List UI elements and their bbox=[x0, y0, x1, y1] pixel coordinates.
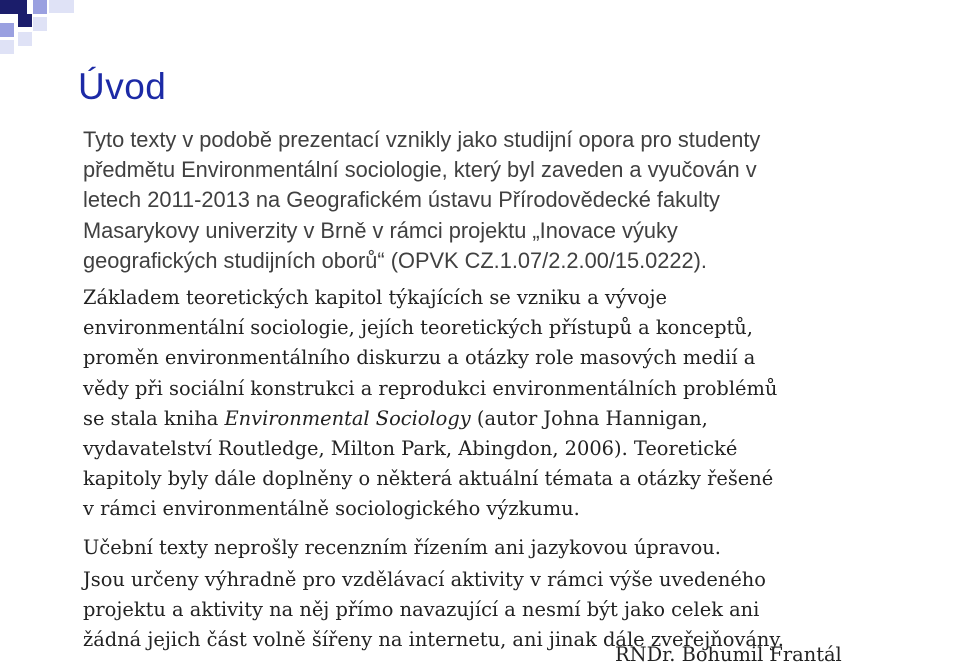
decor-square bbox=[49, 0, 74, 13]
decor-square bbox=[33, 17, 47, 31]
slide-title: Úvod bbox=[78, 66, 167, 107]
basis-text-after: (autor Johna Hannigan, vydavatelství Routledge, Milton Park, Abingdon, 2006). Teoretické kapitoly byly dále doplněny o některá aktuální témata a otázky řešené v rámci environmentálně sociologického výzkumu. bbox=[83, 406, 774, 521]
review-note: Učební texty neprošly recenzním řízením ani jazykovou úpravou. bbox=[83, 535, 721, 559]
author-signature: RNDr. Bohumil Frantál bbox=[615, 643, 842, 666]
decor-square bbox=[0, 23, 14, 37]
usage-note: Jsou určeny výhradně pro vzdělávací aktivity v rámci výše uvedeného projektu a aktivity na něj přímo navazující a nesmí být jako celek ani žádná jejich část volně šířeny na internetu, ani jinak dále zveřejňovány. bbox=[83, 567, 784, 652]
decor-square bbox=[0, 0, 27, 14]
slide-content bbox=[83, 125, 933, 655]
book-title: Environmental Sociology bbox=[224, 406, 471, 430]
basis-paragraph bbox=[83, 283, 933, 525]
corner-decoration bbox=[0, 0, 90, 60]
basis-text-before: Základem teoretických kapitol týkajících se vzniku a vývoje environmentální sociologie, jejích teoretických přístupů a konceptů, proměn environmentálního diskurzu a otázky role masových medií a vědy při sociální konstrukci a reprodukci environmentálních problémů se stala kniha bbox=[83, 286, 778, 430]
intro-paragraph: Tyto texty v podobě prezentací vznikly jako studijní opora pro studenty předmětu Environmentální sociologie, který byl zaveden a vyučován v letech 2011-2013 na Geografickém ústavu Přírodovědecké fakulty Masarykovy univerzity v Brně v rámci projektu „Inovace výuky geografických studijních oborů“ (OPVK CZ.1.07/2.2.00/15.0222). bbox=[83, 127, 761, 273]
decor-square bbox=[18, 14, 32, 27]
decor-square bbox=[33, 0, 47, 14]
decor-square bbox=[0, 40, 14, 54]
decor-square bbox=[18, 32, 32, 46]
